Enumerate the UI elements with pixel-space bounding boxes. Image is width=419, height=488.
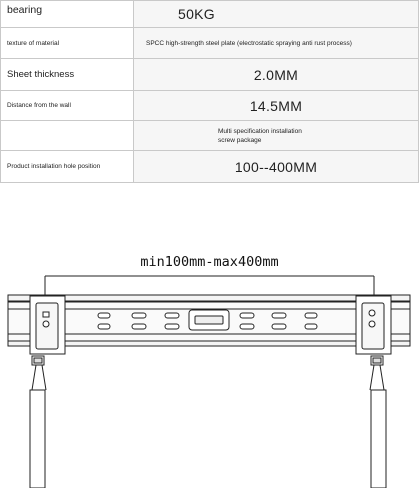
spec-row-wall-distance: [1, 91, 419, 121]
right-bracket: [356, 296, 391, 488]
spec-row-screw-package: [1, 121, 419, 151]
spec-value: 14.5MM: [134, 91, 419, 121]
spec-row-material: [1, 28, 419, 59]
spec-label: Sheet thickness: [1, 59, 134, 91]
spec-value: Multi specification installation screw package: [134, 121, 419, 151]
spec-label: Product installation hole position: [1, 151, 134, 183]
bottom-rail: [8, 341, 410, 346]
spec-label: bearing: [1, 1, 134, 28]
spec-value: SPCC high-strength steel plate (electrostatic spraying anti rust process): [134, 28, 419, 59]
top-rail: [8, 295, 410, 301]
spec-label: Distance from the wall: [1, 91, 134, 121]
level-bubble: [195, 316, 223, 324]
spec-row-hole-position: [1, 151, 419, 183]
spec-value: 100--400MM: [134, 151, 419, 183]
spec-label: texture of material: [1, 28, 134, 59]
spec-value: 2.0MM: [134, 59, 419, 91]
dimension-label: min100mm-max400mm: [140, 254, 279, 270]
wall-mount-drawing: [0, 240, 419, 488]
spec-value: 50KG: [134, 1, 419, 28]
spec-table: [0, 0, 419, 183]
spec-label: [1, 121, 134, 151]
left-bracket: [30, 296, 65, 488]
mount-diagram: [0, 240, 419, 488]
spec-row-thickness: [1, 59, 419, 91]
spec-row-bearing: [1, 1, 419, 28]
